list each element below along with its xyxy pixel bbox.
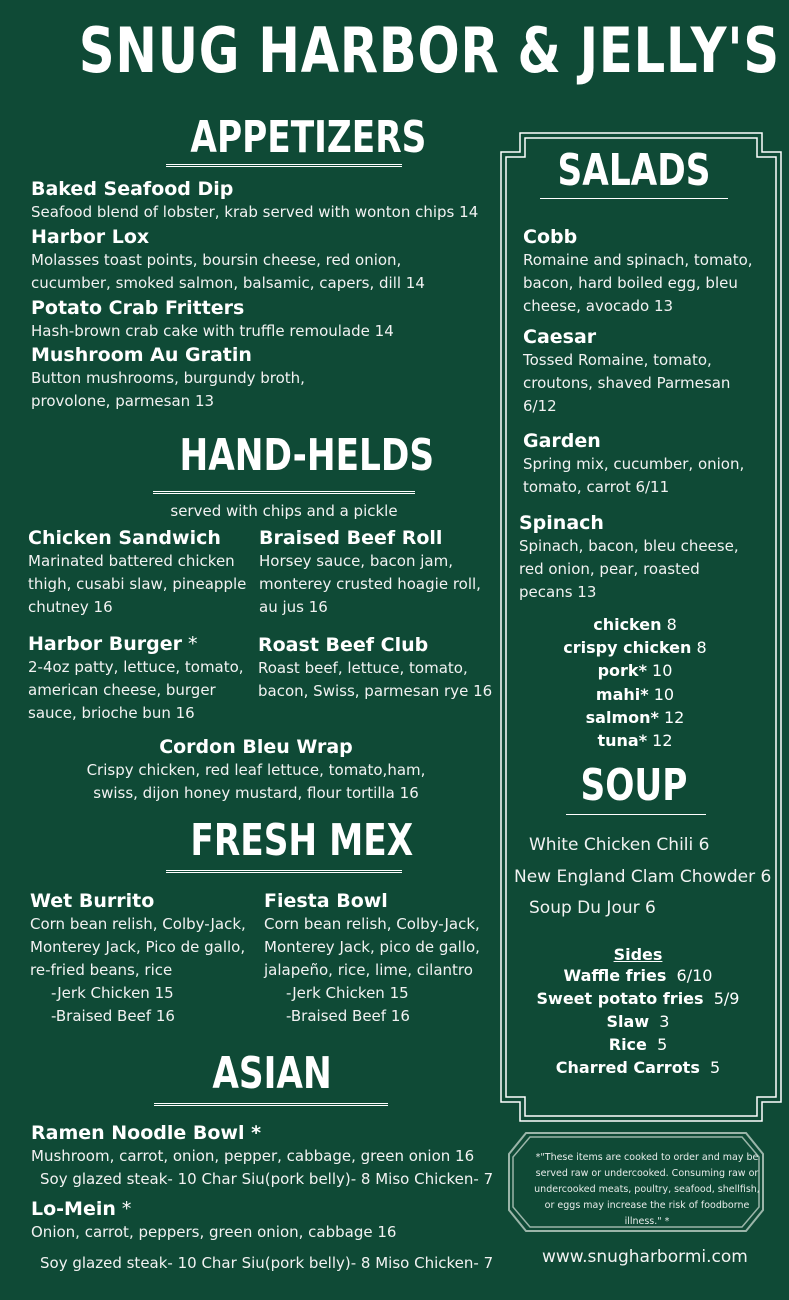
item-name: Mushroom Au Gratin — [31, 344, 252, 366]
item-options: Soy glazed steak- 10 Char Siu(pork belly)- 8 Miso Chicken- 7 — [40, 1254, 494, 1272]
item-desc: provolone, parmesan 13 — [31, 392, 215, 410]
addon-item: tuna* 12 — [597, 731, 673, 751]
item-desc: 6/12 — [523, 397, 557, 415]
soup-heading: SOUP — [580, 760, 688, 811]
item-name: Garden — [523, 430, 601, 452]
item-desc: Crispy chicken, red leaf lettuce, tomato,ham, — [86, 761, 426, 779]
salad-item — [523, 430, 744, 499]
item-desc: chutney 16 — [28, 598, 113, 616]
item-option: -Braised Beef 16 — [51, 1007, 175, 1025]
item-option: -Jerk Chicken 15 — [51, 984, 174, 1002]
salad-item — [523, 326, 730, 418]
asian-item — [31, 1122, 493, 1191]
handhelds-rule — [153, 491, 415, 494]
item-desc: Spinach, bacon, bleu cheese, — [519, 537, 739, 555]
salad-addons — [520, 613, 750, 752]
item-name: Cordon Bleu Wrap — [159, 736, 353, 758]
handheld-item — [28, 633, 244, 725]
item-name: Spinach — [519, 512, 604, 534]
soup-rule — [566, 814, 706, 816]
item-desc: Corn bean relish, Colby-Jack, — [264, 915, 480, 933]
soup-item: Soup Du Jour 6 — [529, 898, 656, 918]
appetizer-item — [31, 344, 305, 413]
item-name: Fiesta Bowl — [264, 890, 388, 912]
item-desc: croutons, shaved Parmesan — [523, 374, 731, 392]
handheld-item — [259, 527, 481, 619]
item-desc: Button mushrooms, burgundy broth, — [31, 369, 305, 387]
addon-item: pork* 10 — [597, 661, 673, 681]
asian-heading: ASIAN — [212, 1048, 332, 1099]
handhelds-subtitle: served with chips and a pickle — [170, 502, 398, 520]
item-desc: Marinated battered chicken — [28, 552, 235, 570]
item-desc: tomato, carrot 6/11 — [523, 478, 670, 496]
item-option: -Braised Beef 16 — [286, 1007, 410, 1025]
item-name: Harbor Lox — [31, 226, 150, 248]
item-name: Cobb — [523, 226, 578, 248]
item-name: Roast Beef Club — [258, 634, 429, 656]
handheld-item — [258, 634, 492, 703]
sides-list — [520, 945, 756, 1079]
addon-item: chicken 8 — [593, 615, 677, 634]
appetizer-item — [31, 178, 478, 224]
item-name: Braised Beef Roll — [259, 527, 443, 549]
salad-item — [523, 226, 753, 318]
item-name: Wet Burrito — [30, 890, 155, 912]
item-desc: Hash-brown crab cake with truffle remoulade 14 — [31, 322, 394, 340]
side-item: Rice 5 — [608, 1035, 668, 1054]
freshmex-rule — [166, 870, 402, 873]
salads-rule — [540, 198, 728, 200]
raw-warning-mark: * — [181, 633, 198, 655]
disclaimer-text: *"These items are cooked to order and may be served raw or undercooked. Consuming raw or undercooked meats, poultry, seafood, shellfish, or eggs may increase the risk of foodborne illness." * — [534, 1152, 760, 1227]
item-desc: swiss, dijon honey mustard, flour tortilla 16 — [93, 784, 419, 802]
addon-item: crispy chicken 8 — [563, 638, 707, 658]
item-desc: Seafood blend of lobster, krab served with wonton chips 14 — [31, 203, 479, 221]
item-desc: cucumber, smoked salmon, balsamic, capers, dill 14 — [31, 274, 425, 292]
item-name: Chicken Sandwich — [28, 527, 221, 549]
item-options: Soy glazed steak- 10 Char Siu(pork belly)- 8 Miso Chicken- 7 — [40, 1170, 494, 1188]
item-option: -Jerk Chicken 15 — [286, 984, 409, 1002]
item-name: Caesar — [523, 326, 597, 348]
handhelds-heading: HAND-HELDS — [179, 430, 435, 481]
item-desc: Monterey Jack, Pico de gallo, — [30, 938, 246, 956]
item-desc: Romaine and spinach, tomato, — [523, 251, 753, 269]
item-name: Potato Crab Fritters — [31, 297, 245, 319]
salads-heading: SALADS — [557, 145, 711, 196]
freshmex-heading: FRESH MEX — [190, 815, 414, 866]
addon-item: mahi* 10 — [595, 684, 675, 704]
item-name: Baked Seafood Dip — [31, 178, 234, 200]
asian-item — [31, 1198, 493, 1275]
appetizer-item — [31, 226, 425, 295]
item-desc: pecans 13 — [519, 583, 597, 601]
soup-item: White Chicken Chili 6 — [529, 835, 710, 855]
freshmex-item — [264, 890, 480, 1028]
item-name: Ramen Noodle Bowl * — [31, 1122, 262, 1144]
item-desc: Spring mix, cucumber, onion, — [523, 455, 745, 473]
item-desc: Mushroom, carrot, onion, pepper, cabbage, green onion 16 — [31, 1147, 475, 1165]
sides-heading: Sides — [613, 945, 663, 964]
item-desc: cheese, avocado 13 — [523, 297, 674, 315]
item-desc: bacon, hard boiled egg, bleu — [523, 274, 738, 292]
soup-item: New England Clam Chowder 6 — [514, 867, 772, 887]
item-name: Lo-Mein — [31, 1198, 116, 1220]
item-desc: red onion, pear, roasted — [519, 560, 700, 578]
item-desc: re-fried beans, rice — [30, 961, 173, 979]
item-desc: sauce, brioche bun 16 — [28, 704, 195, 722]
item-desc: Molasses toast points, boursin cheese, red onion, — [31, 251, 402, 269]
appetizers-rule — [166, 164, 402, 167]
website-link[interactable]: www.snugharbormi.com — [542, 1247, 748, 1267]
side-item: Sweet potato fries 5/9 — [536, 989, 740, 1008]
item-desc: bacon, Swiss, parmesan rye 16 — [258, 682, 493, 700]
item-desc: thigh, cusabi slaw, pineapple — [28, 575, 247, 593]
item-desc: au jus 16 — [259, 598, 328, 616]
item-desc: american cheese, burger — [28, 681, 216, 699]
item-name: Harbor Burger — [28, 633, 182, 655]
item-desc: Onion, carrot, peppers, green onion, cabbage 16 — [31, 1223, 397, 1241]
disclaimer-box — [508, 1132, 764, 1232]
side-item: Slaw 3 — [606, 1012, 670, 1031]
item-desc: Horsey sauce, bacon jam, — [259, 552, 453, 570]
handheld-item — [56, 736, 456, 805]
appetizer-item — [31, 297, 394, 343]
item-desc: jalapeño, rice, lime, cilantro — [264, 961, 473, 979]
addon-item: salmon* 12 — [585, 707, 685, 727]
item-desc: Monterey Jack, pico de gallo, — [264, 938, 480, 956]
freshmex-item — [30, 890, 246, 1028]
raw-warning-mark: * — [115, 1198, 132, 1220]
item-desc: Roast beef, lettuce, tomato, — [258, 659, 468, 677]
asian-rule — [154, 1103, 388, 1106]
salad-item — [519, 512, 739, 604]
side-item: Waffle fries 6/10 — [563, 966, 713, 985]
restaurant-title: SNUG HARBOR & JELLY'S — [78, 14, 780, 87]
item-desc: monterey crusted hoagie roll, — [259, 575, 481, 593]
item-desc: Tossed Romaine, tomato, — [523, 351, 712, 369]
appetizers-heading: APPETIZERS — [190, 112, 427, 163]
item-desc: 2-4oz patty, lettuce, tomato, — [28, 658, 244, 676]
item-desc: Corn bean relish, Colby-Jack, — [30, 915, 246, 933]
side-item: Charred Carrots 5 — [555, 1058, 721, 1077]
handheld-item — [28, 527, 246, 619]
